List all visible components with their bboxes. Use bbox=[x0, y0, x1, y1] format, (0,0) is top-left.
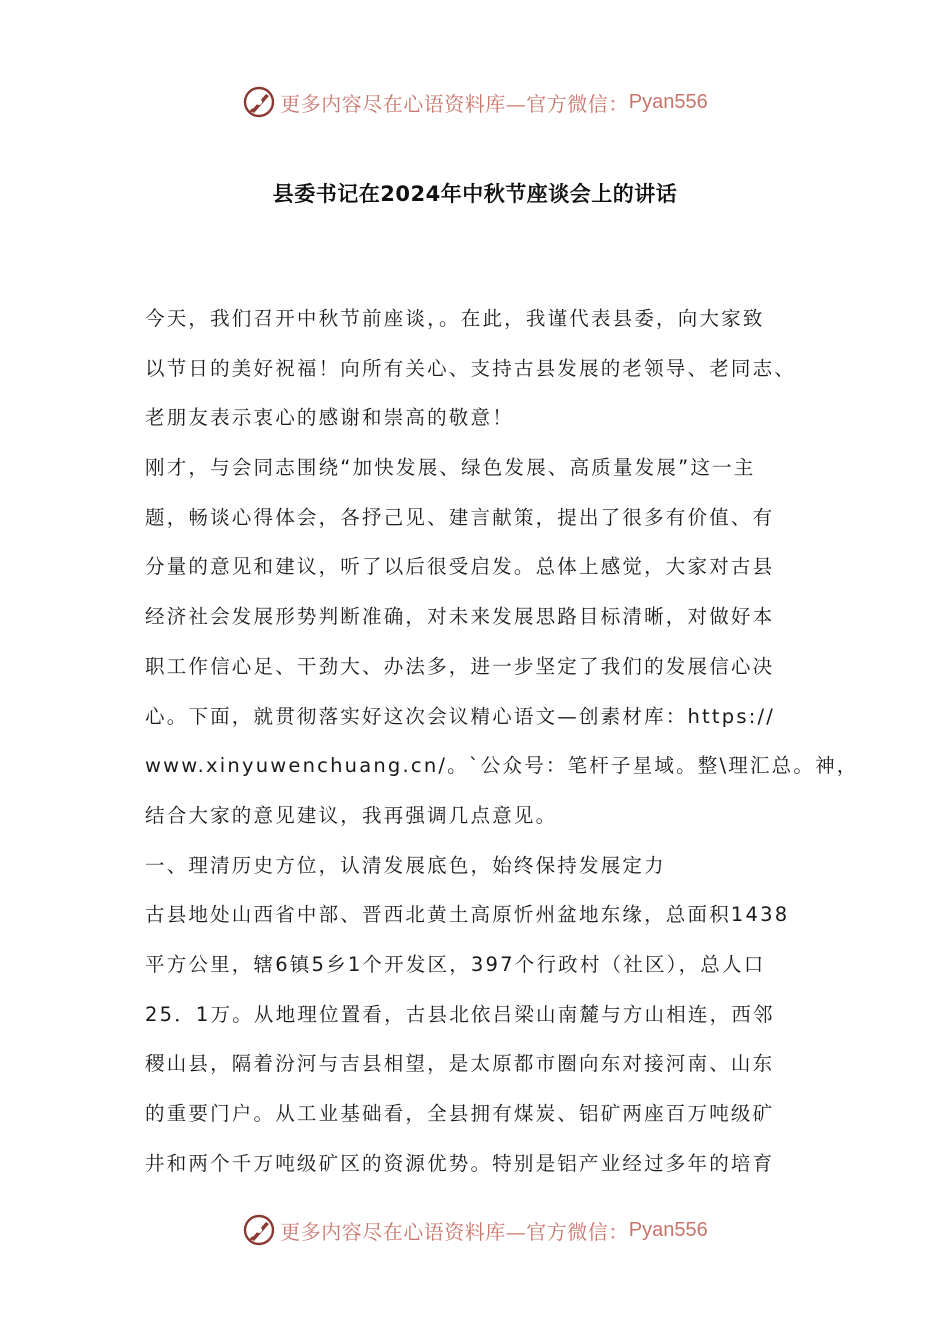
text-line: 题，畅谈心得体会，各抒己见、建言献策，提出了很多有价值、有 bbox=[145, 505, 775, 529]
text-line: 井和两个千万吨级矿区的资源优势。特别是铝产业经过多年的培育 bbox=[145, 1151, 775, 1175]
watermark-wechat-id: Pyan556 bbox=[628, 90, 708, 113]
text-line: www.xinyuwenchuang.cn/。`公众号：笔杆子星域。整\理汇总。神， bbox=[145, 754, 859, 778]
text-line: 职工作信心足、干劲大、办法多，进一步坚定了我们的发展信心决 bbox=[145, 654, 775, 678]
text-line: 刚才，与会同志围绕“加快发展、绿色发展、高质量发展”这一主 bbox=[145, 456, 756, 480]
quill-pen-logo-icon bbox=[242, 1213, 276, 1247]
watermark-wechat-id: Pyan556 bbox=[628, 1218, 708, 1241]
quill-pen-logo-icon bbox=[242, 85, 276, 119]
text-line: 结合大家的意见建议，我再强调几点意见。 bbox=[145, 803, 558, 827]
text-line: 25．1万。从地理位置看，古县北依吕梁山南麓与方山相连，西邻 bbox=[145, 1002, 775, 1026]
section-heading: 一、理清历史方位，认清发展底色，始终保持发展定力 bbox=[145, 853, 666, 877]
text-line: 分量的意见和建议，听了以后很受启发。总体上感觉，大家对古县 bbox=[145, 555, 775, 579]
text-line: 今天，我们召开中秋节前座谈，。在此，我谨代表县委，向大家致 bbox=[145, 307, 765, 330]
document-body bbox=[145, 300, 859, 1194]
footer-watermark-banner bbox=[0, 1210, 950, 1250]
watermark-text: 更多内容尽在心语资料库—官方微信： bbox=[280, 1219, 629, 1244]
text-line: 老朋友表示衷心的感谢和崇高的敬意！ bbox=[145, 406, 514, 430]
document-title: 县委书记在2024年中秋节座谈会上的讲话 bbox=[272, 182, 678, 206]
text-line: 古县地处山西省中部、晋西北黄土高原忻州盆地东缘，总面积1438 bbox=[145, 903, 790, 927]
header-watermark-banner bbox=[0, 82, 950, 122]
text-line: 平方公里，辖6镇5乡1个开发区，397个行政村（社区），总人口 bbox=[145, 952, 766, 976]
text-line: 的重要门户。从工业基础看，全县拥有煤炭、铝矿两座百万吨级矿 bbox=[145, 1102, 775, 1125]
text-line: 以节日的美好祝福！向所有关心、支持古县发展的老领导、老同志、 bbox=[145, 356, 797, 380]
text-line: 心。下面，就贯彻落实好这次会议精心语文—创素材库：https:// bbox=[145, 704, 775, 728]
text-line: 经济社会发展形势判断准确，对未来发展思路目标清晰，对做好本 bbox=[145, 605, 775, 629]
text-line: 稷山县，隔着汾河与吉县相望，是太原都市圈向东对接河南、山东 bbox=[145, 1052, 775, 1076]
watermark-text: 更多内容尽在心语资料库—官方微信： bbox=[280, 91, 629, 116]
